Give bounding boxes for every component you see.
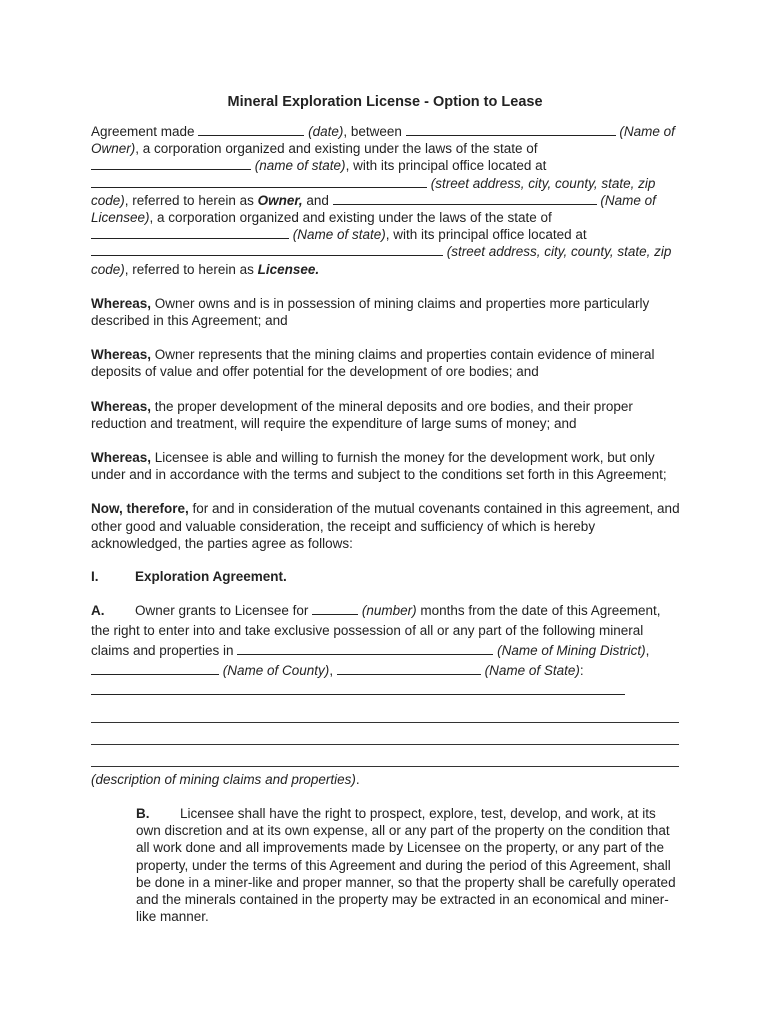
document-title: Mineral Exploration License - Option to Lease xyxy=(227,94,543,110)
clause-label: A. xyxy=(91,603,105,619)
intro-text: , referred to herein as xyxy=(124,192,258,208)
number-hint: (number) xyxy=(361,603,417,619)
intro-text: , with its principal office located at xyxy=(385,227,587,243)
intro-text: , a corporation organized and existing under the laws of the state of xyxy=(149,210,552,226)
clause-text: Owner grants to Licensee for xyxy=(135,603,313,619)
blank-owner-name[interactable] xyxy=(406,124,616,136)
licensee-name-hint: (Name of Licensee) xyxy=(91,192,656,226)
section-number: I. xyxy=(91,569,99,585)
whereas-text: Owner owns and is in possession of mining claims and properties more particularly described in this Agreement; and xyxy=(91,295,650,329)
clause-label: B. xyxy=(136,806,150,821)
owner-name-hint: (Name of Owner) xyxy=(91,124,675,157)
blank-months[interactable] xyxy=(312,603,358,615)
owner-term: Owner, xyxy=(257,192,303,208)
blank-state[interactable] xyxy=(337,663,481,675)
whereas-text: Owner represents that the mining claims and properties contain evidence of mineral deposits of value and offer potential for the development of ore bodies; and xyxy=(91,347,655,380)
now-text: for and in consideration of the mutual covenants contained in this agreement, and other good and valuable consideration, the receipt and sufficiency of which is hereby acknowledged, the parties agree as follows: xyxy=(91,501,680,551)
address-hint: (street address, city, county, state, zip code) xyxy=(91,175,656,208)
intro-text: Agreement made xyxy=(91,124,199,139)
whereas-text: Licensee is able and willing to furnish the money for the development work, but only under and in accordance with the terms and subject to the conditions set forth in this Agreement; xyxy=(91,450,667,483)
whereas-lead: Whereas, xyxy=(91,450,152,466)
state-hint-3: (Name of State) xyxy=(484,663,580,679)
whereas-paragraph xyxy=(91,295,683,329)
blank-owner-state[interactable] xyxy=(91,158,251,170)
blank-licensee-name[interactable] xyxy=(333,193,597,205)
blank-licensee-address[interactable] xyxy=(91,244,443,256)
section-title: Exploration Agreement. xyxy=(135,569,287,585)
whereas-paragraph xyxy=(91,346,683,380)
state-hint: (name of state) xyxy=(254,158,346,174)
blank-district[interactable] xyxy=(237,643,493,655)
clause-a: A. Owner grants to Licensee for (number) months from the date of this Agreement, the right to enter into and take exclusive possession of all or any part of the following mineral claims and properties in (Name of Mining District), (Name of County), (Name of State): xyxy=(91,601,683,701)
description-hint: (description of mining claims and properties) xyxy=(91,772,356,788)
blank-date[interactable] xyxy=(198,124,304,136)
whereas-lead: Whereas, xyxy=(91,295,152,311)
address-hint-2: (street address, city, county, state, zip code) xyxy=(91,244,672,277)
intro-paragraph xyxy=(91,123,683,278)
district-hint: (Name of Mining District) xyxy=(497,643,646,659)
licensee-term: Licensee. xyxy=(257,261,320,277)
document-body xyxy=(91,123,683,788)
clause-b xyxy=(136,805,684,925)
date-hint: (date) xyxy=(308,124,344,139)
blank-licensee-state[interactable] xyxy=(91,227,289,239)
blank-description-1[interactable] xyxy=(91,683,625,695)
intro-text: , a corporation organized and existing under the laws of the state of xyxy=(135,141,538,157)
now-lead: Now, therefore, xyxy=(91,501,189,517)
whereas-lead: Whereas, xyxy=(91,347,152,363)
intro-text: and xyxy=(302,192,333,208)
whereas-lead: Whereas, xyxy=(91,398,152,414)
intro-text: , with its principal office located at xyxy=(345,158,547,174)
section-heading xyxy=(91,568,683,585)
now-therefore-paragraph xyxy=(91,500,683,552)
whereas-text: the proper development of the mineral deposits and ore bodies, and their proper reduction and treatment, will require the expenditure of large sums of money; and xyxy=(91,398,633,431)
description-caption: (description of mining claims and properties). xyxy=(91,772,360,788)
blank-county[interactable] xyxy=(91,663,219,675)
intro-text: , between xyxy=(343,124,406,139)
blank-owner-address[interactable] xyxy=(91,176,427,188)
whereas-paragraph xyxy=(91,398,683,432)
state-hint-2: (Name of state) xyxy=(292,227,386,243)
intro-text: , referred to herein as xyxy=(124,261,258,277)
county-hint: (Name of County) xyxy=(222,663,330,679)
whereas-paragraph xyxy=(91,449,683,483)
clause-text: months from the date of this Agreement, the right to enter into and take exclusive possession of all or any part of the following mineral claims and properties in xyxy=(91,603,661,659)
clause-text: Licensee shall have the right to prospect, explore, test, develop, and work, at its own discretion and at its own expense, all or any part of the property on the condition that all work done and all improvements made by Licensee on the property, or any part of the property, under the terms of this Agreement and during the period of this Agreement, shall be done in a miner-like and proper manner, so that the property shall be carefully operated and the minerals contained in the property may be extracted in an economical and miner-like manner. xyxy=(136,806,676,925)
